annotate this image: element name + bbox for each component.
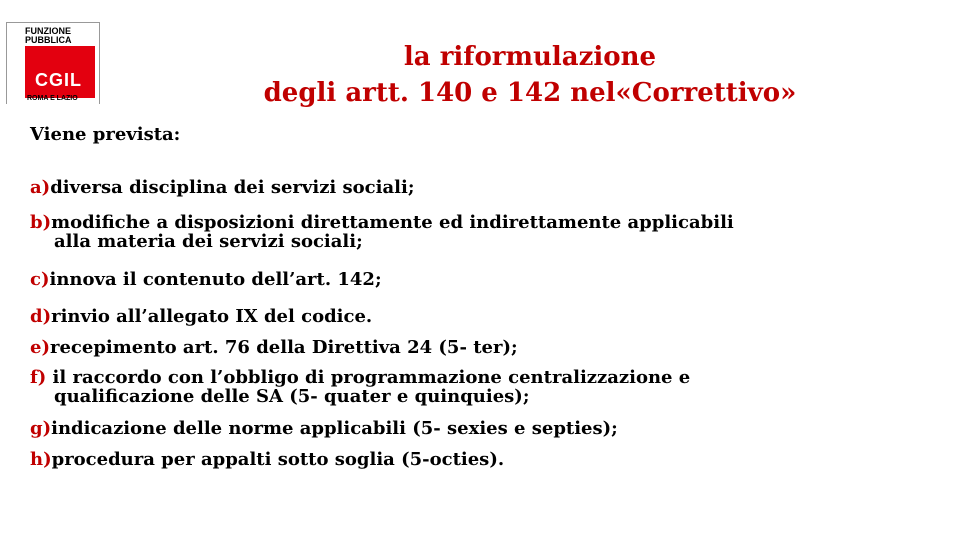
title-line-1: la riformulazione xyxy=(403,42,657,72)
title-line-2: degli artt. 140 e 142 nel«Correttivo» xyxy=(263,78,797,108)
list-item-c xyxy=(30,270,382,289)
item-text: diversa disciplina dei servizi sociali; xyxy=(50,177,415,198)
item-letter: h) xyxy=(30,449,52,470)
item-text: innova il contenuto dell’art. 142; xyxy=(49,269,382,290)
item-letter: d) xyxy=(30,306,52,327)
item-text: indicazione delle norme applicabili (5- sexies e septies); xyxy=(51,418,618,439)
list-item-a xyxy=(30,178,414,197)
item-letter: e) xyxy=(30,337,50,358)
item-letter: f) xyxy=(30,367,47,388)
logo-region: ROMA E LAZIO xyxy=(27,95,78,102)
logo-brand: CGIL xyxy=(35,70,82,90)
intro-text: Viene prevista: xyxy=(30,124,181,145)
item-text: recepimento art. 76 della Direttiva 24 (5- ter); xyxy=(49,337,518,358)
cgil-logo xyxy=(6,22,100,104)
item-text: modifiche a disposizioni direttamente ed indirettamente applicabili xyxy=(51,212,734,233)
list-item-e xyxy=(30,338,518,357)
item-text: procedura per appalti sotto soglia (5-octies). xyxy=(51,449,505,470)
list-item-d xyxy=(30,307,372,326)
list-item-b xyxy=(30,213,734,251)
item-letter: b) xyxy=(30,212,52,233)
item-letter: g) xyxy=(30,418,52,439)
logo-line-2: PUBBLICA xyxy=(25,35,72,45)
list-item-h xyxy=(30,450,504,469)
item-continuation: alla materia dei servizi sociali; xyxy=(54,231,363,252)
list-item-g xyxy=(30,419,618,438)
logo-line-1: FUNZIONE xyxy=(25,26,71,36)
list-item-f xyxy=(30,368,690,406)
item-letter: c) xyxy=(30,269,50,290)
item-continuation: qualificazione delle SA (5- quater e quinquies); xyxy=(54,386,530,407)
item-text: rinvio all’allegato IX del codice. xyxy=(51,306,373,327)
item-letter: a) xyxy=(30,177,51,198)
item-text: il raccordo con l’obbligo di programmazione centralizzazione e xyxy=(46,367,691,388)
